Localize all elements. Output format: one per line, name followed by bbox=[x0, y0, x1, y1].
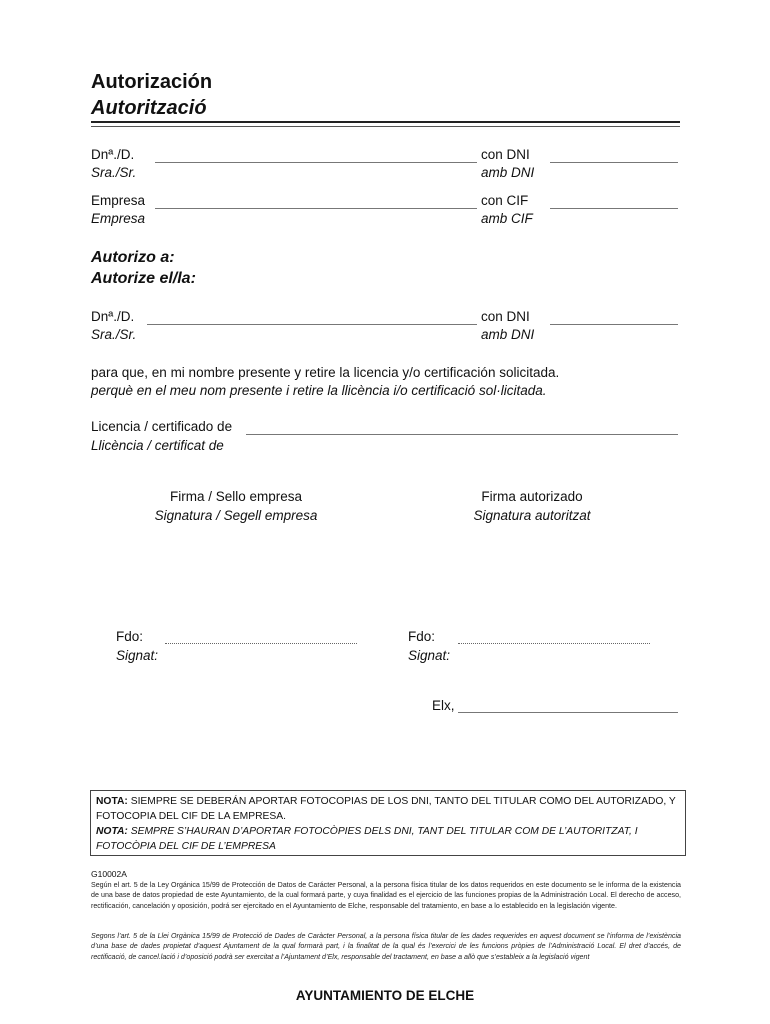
firma-empresa-label-ca: Signatura / Segell empresa bbox=[154, 508, 318, 523]
con-dni-label-es: con DNI bbox=[481, 147, 530, 162]
legal-text-es: Según el art. 5 de la Ley Orgánica 15/99 de Protección de Datos de Carácter Personal, a la persona física titular de los datos requeridos en este documento se le informa de la existencia de una base de datos propiedad de este Ayuntamiento, de la cual formará parte, y cuya finalidad es el ejercicio de las funciones propias de la Administración Local. El derecho de acceso, rectificación, cancelación y oposición, podrá ser ejercitado en el Ayuntamiento de Elche, responsable del tratamiento, en base a lo establecido en la legislación vigente. bbox=[91, 881, 681, 910]
con-cif-label-ca: amb CIF bbox=[481, 211, 533, 226]
nota-box bbox=[90, 790, 686, 856]
nota-text-es: SIEMPRE SE DEBERÁN APORTAR FOTOCOPIAS DE LOS DNI, TANTO DEL TITULAR COMO DEL AUTORIZADO, Y FOTOCOPIA DEL CIF DE LA EMPRESA. bbox=[96, 796, 676, 822]
firma-autorizado-label-es: Firma autorizado bbox=[481, 489, 583, 504]
dni-label-ca: Sra./Sr. bbox=[91, 165, 137, 180]
nota-text-ca: SEMPRE S’HAURAN D’APORTAR FOTOCÒPIES DELS DNI, TANT DEL TITULAR COM DE L’AUTORITZAT, I FOTOCÒPIA DEL CIF DE L’EMPRESA bbox=[96, 826, 638, 852]
licencia-field[interactable] bbox=[246, 434, 678, 435]
dni-label-ca-2: Sra./Sr. bbox=[91, 327, 137, 342]
dni-label-es: Dnª./D. bbox=[91, 147, 135, 162]
cif-field[interactable] bbox=[550, 208, 678, 209]
empresa-label-es: Empresa bbox=[91, 193, 146, 208]
con-dni-label-es-2: con DNI bbox=[481, 309, 530, 324]
dni-field-1[interactable] bbox=[550, 162, 678, 163]
title-ca: Autorització bbox=[91, 97, 207, 119]
title-divider bbox=[91, 121, 680, 127]
licencia-label-es: Licencia / certificado de bbox=[91, 419, 233, 434]
autorizo-heading-ca: Autorize el/la: bbox=[91, 270, 196, 287]
title-es: Autorización bbox=[91, 71, 213, 93]
fdo-label-es-1: Fdo: bbox=[116, 629, 144, 644]
date-field[interactable] bbox=[458, 712, 678, 713]
name-field-2[interactable] bbox=[147, 324, 477, 325]
nota-text bbox=[91, 791, 685, 857]
con-cif-label-es: con CIF bbox=[481, 193, 529, 208]
dni-field-2[interactable] bbox=[550, 324, 678, 325]
nota-label-es: NOTA: bbox=[96, 796, 128, 807]
signature-field-autorizado[interactable] bbox=[458, 643, 650, 644]
signature-field-empresa[interactable] bbox=[165, 643, 357, 644]
legal-text-ca: Segons l’art. 5 de la Llei Orgànica 15/99 de Protecció de Dades de Caràcter Personal, a la persona física titular de les dades requerides en aquest document se l’informa de l’existència d’una base de dades propietat d’aquest Ajuntament de la qual formarà part, i la finalitat de la qual és l’exercici de les funcions pròpies de l’Administració Local. El dret d’accés, de rectificació, de cancel.lació i d’oposició podrà ser exercitat a l’Ajuntament d’Elx, responsable del tractament, en base a allò que s’estableix a la legislació vigent bbox=[91, 932, 681, 961]
firma-autorizado-label-ca: Signatura autoritzat bbox=[473, 508, 591, 523]
con-dni-label-ca: amb DNI bbox=[481, 165, 535, 180]
fdo-label-ca-1: Signat: bbox=[116, 648, 159, 663]
fdo-label-es-2: Fdo: bbox=[408, 629, 436, 644]
con-dni-label-ca-2: amb DNI bbox=[481, 327, 535, 342]
nota-label-ca: NOTA: bbox=[96, 826, 128, 837]
licencia-label-ca: Llicència / certificat de bbox=[91, 438, 224, 453]
autorizo-heading-es: Autorizo a: bbox=[91, 249, 175, 266]
name-field-1[interactable] bbox=[155, 162, 477, 163]
firma-empresa-label-es: Firma / Sello empresa bbox=[169, 489, 303, 504]
empresa-label-ca: Empresa bbox=[91, 211, 146, 226]
dni-label-es-2: Dnª./D. bbox=[91, 309, 135, 324]
purpose-text-es: para que, en mi nombre presente y retire la licencia y/o certificación solicitada. bbox=[91, 365, 560, 380]
fdo-label-ca-2: Signat: bbox=[408, 648, 451, 663]
purpose-text-ca: perquè en el meu nom presente i retire la llicència i/o certificació sol·licitada. bbox=[91, 383, 547, 398]
empresa-field[interactable] bbox=[155, 208, 477, 209]
form-code: G10002A bbox=[91, 869, 127, 879]
footer-title: AYUNTAMIENTO DE ELCHE bbox=[295, 988, 475, 1003]
elx-label: Elx, bbox=[432, 698, 455, 713]
